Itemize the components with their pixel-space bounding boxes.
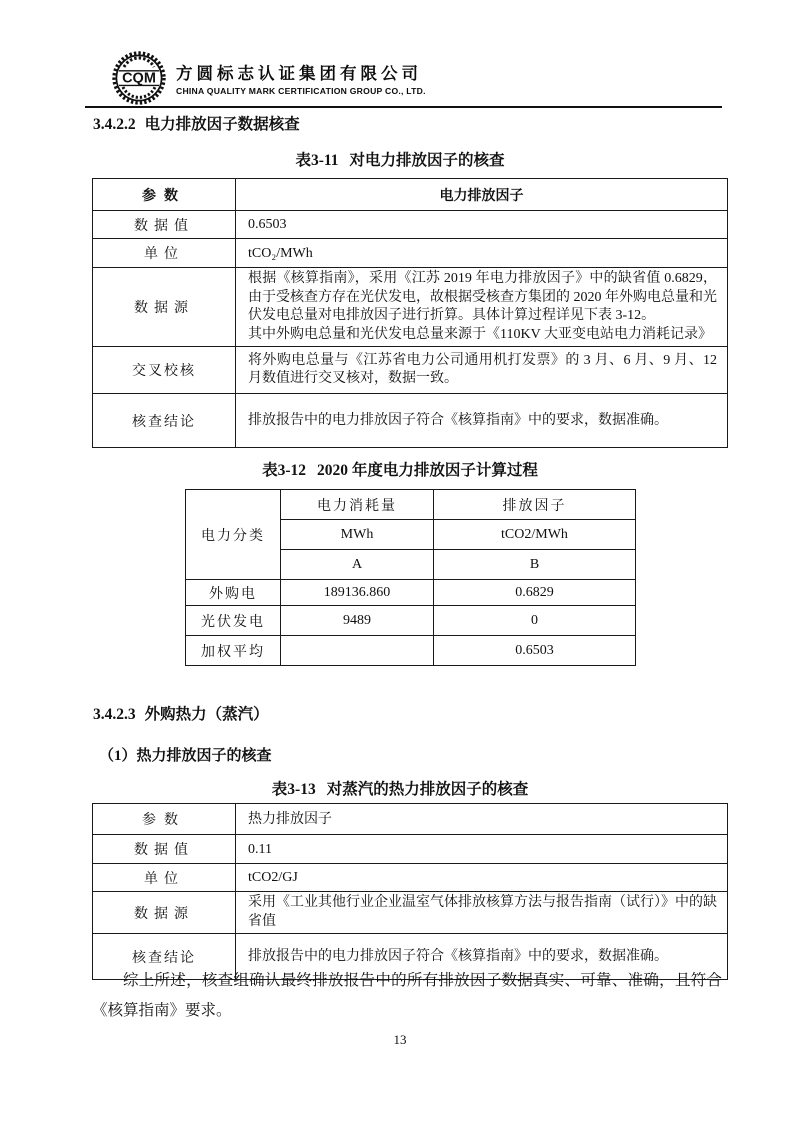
t11-header-value: 电力排放因子 (236, 179, 728, 211)
table-3-13-caption (0, 777, 800, 799)
logo-cqm-text: CQM (122, 70, 156, 87)
t13-label-unit: 单位 (93, 864, 236, 892)
t12-unit-factor: tCO2/MWh (434, 520, 636, 550)
caption-label: 表3-12 (262, 462, 307, 479)
t12-factor-purchased: 0.6829 (434, 580, 636, 606)
t12-corner-category: 电力分类 (186, 490, 281, 580)
section-number: 3.4.2.2 (93, 116, 136, 133)
t11-label-data-source: 数据源 (93, 268, 236, 347)
table-3-12 (185, 489, 636, 666)
closing-paragraph: 综上所述，核查组确认最终排放报告中的所有排放因子数据真实、可靠、准确，且符合《核算指南》要求。 (92, 972, 722, 1019)
table-row (93, 347, 728, 394)
t13-label-data-value: 数据值 (93, 835, 236, 864)
t11-value-unit: tCO₂/MWh (236, 239, 728, 268)
t12-group-consumption: 电力消耗量 (281, 490, 434, 520)
caption-title: 对电力排放因子的核查 (349, 152, 505, 169)
caption-label: 表3-11 (295, 152, 339, 169)
t12-factor-solar: 0 (434, 606, 636, 636)
data-source-line-1: 根据《核算指南》，采用《江苏 2019 年电力排放因子》中的缺省值 0.6829，由于受核查方存在光伏发电，故根据受核查方集团的 2020 年外购电总量和光伏发电总量对电排放因子进行折算。具体计算过程详见下表 3-12。 (248, 271, 717, 324)
t11-value-data-value: 0.6503 (236, 211, 728, 239)
section-heading-3422 (93, 112, 300, 134)
t13-value-unit: tCO2/GJ (236, 864, 728, 892)
table-row (93, 239, 728, 268)
table-3-12-caption (0, 458, 800, 480)
table-row (186, 580, 636, 606)
company-name-cn: 方圆标志认证集团有限公司 (176, 65, 422, 83)
section-title: 电力排放因子数据核查 (144, 116, 300, 133)
header-divider (85, 106, 722, 108)
table-row (93, 835, 728, 864)
caption-label: 表3-13 (271, 781, 316, 798)
caption-title: 对蒸汽的热力排放因子的核查 (326, 781, 529, 798)
t11-label-cross-check: 交叉校核 (93, 347, 236, 394)
table-3-13 (92, 803, 728, 980)
table-row (186, 490, 636, 520)
t13-label-conclusion: 核查结论 (93, 934, 236, 980)
t12-group-factor: 排放因子 (434, 490, 636, 520)
t12-unit-consumption: MWh (281, 520, 434, 550)
table-3-11-caption (0, 148, 800, 170)
t13-label-param: 参数 (93, 804, 236, 835)
t12-code-a: A (281, 550, 434, 580)
section-heading-3423 (93, 702, 269, 724)
table-row (186, 606, 636, 636)
table-row (93, 211, 728, 239)
company-name-en: CHINA QUALITY MARK CERTIFICATION GROUP CO., LTD. (176, 86, 426, 96)
company-name-block (176, 60, 426, 96)
t13-value-data-source: 采用《工业其他行业企业温室气体排放核算方法与报告指南（试行）》中的缺省值 (236, 892, 728, 934)
letterhead (110, 50, 426, 106)
t11-value-cross-check: 将外购电总量与《江苏省电力公司通用机打发票》的 3 月、6 月、9 月、12 月数值进行交叉核对，数据一致。 (236, 347, 728, 394)
t13-value-param: 热力排放因子 (236, 804, 728, 835)
data-source-line-2: 其中外购电总量和光伏发电总量来源于《110KV 大亚变电站电力消耗记录》 (248, 326, 712, 342)
t12-cat-weighted: 加权平均 (186, 636, 281, 666)
t11-label-data-value: 数据值 (93, 211, 236, 239)
t11-label-conclusion: 核查结论 (93, 394, 236, 448)
table-row (186, 636, 636, 666)
t12-factor-weighted: 0.6503 (434, 636, 636, 666)
section-title: 外购热力（蒸汽） (144, 706, 269, 723)
t12-consumption-weighted (281, 636, 434, 666)
t12-consumption-solar: 9489 (281, 606, 434, 636)
table-row (93, 804, 728, 835)
t12-cat-purchased: 外购电 (186, 580, 281, 606)
t11-value-data-source (236, 268, 728, 347)
t11-value-conclusion: 排放报告中的电力排放因子符合《核算指南》中的要求，数据准确。 (236, 394, 728, 448)
table-row (93, 268, 728, 347)
table-row (93, 864, 728, 892)
table-row (93, 394, 728, 448)
t12-code-b: B (434, 550, 636, 580)
t11-label-unit: 单位 (93, 239, 236, 268)
subsection-heading: （1）热力排放因子的核查 (99, 748, 272, 764)
table-row (93, 179, 728, 211)
section-number: 3.4.2.3 (93, 706, 136, 723)
t13-label-data-source: 数据源 (93, 892, 236, 934)
table-row (93, 892, 728, 934)
t12-cat-solar: 光伏发电 (186, 606, 281, 636)
cqm-logo-icon (110, 50, 168, 106)
t13-value-data-value: 0.11 (236, 835, 728, 864)
caption-title: 2020 年度电力排放因子计算过程 (317, 462, 538, 479)
t12-consumption-purchased: 189136.860 (281, 580, 434, 606)
t11-header-label: 参数 (93, 179, 236, 211)
t13-value-conclusion: 排放报告中的电力排放因子符合《核算指南》中的要求，数据准确。 (236, 934, 728, 980)
table-3-11 (92, 178, 728, 448)
page-number: 13 (393, 1032, 407, 1047)
